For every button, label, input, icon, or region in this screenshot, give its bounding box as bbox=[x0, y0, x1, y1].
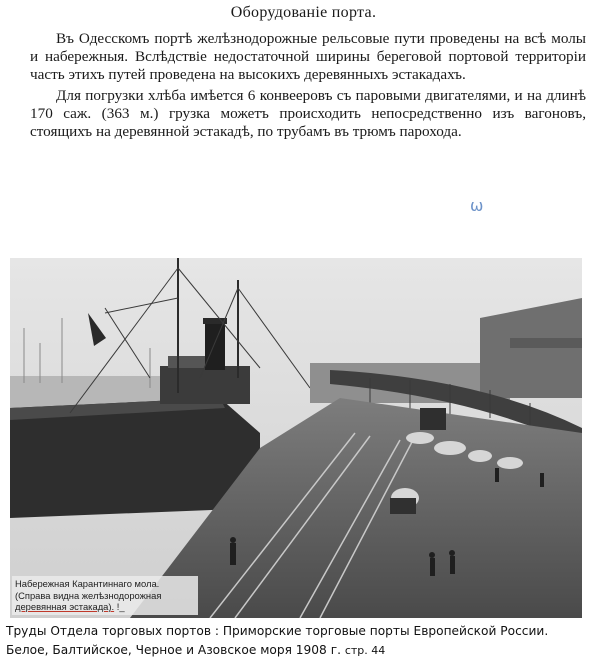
port-photograph bbox=[10, 258, 582, 618]
section-heading: Оборудованіе порта. bbox=[230, 4, 377, 21]
caption-mark: !_ bbox=[116, 601, 125, 612]
caption-line-3: деревянная эстакада). bbox=[15, 601, 115, 612]
pencil-mark: ω bbox=[470, 196, 484, 215]
citation-line-2: Белое, Балтийское, Черное и Азовское моря 1908 г. bbox=[6, 643, 341, 657]
caption-line-2: (Справа видна желѣзнодорожная bbox=[15, 589, 162, 601]
quay-photo-illustration bbox=[10, 258, 582, 618]
source-citation bbox=[6, 622, 606, 660]
paragraph-rail-tracks: Въ Одесскомъ портѣ желѣзнодорожные рельсовые пути проведены на всѣ молы и набережныя. Вслѣдствіе недостаточной ширины береговой портовой территоріи часть этихъ путей проведена на высокихъ деревянныхъ эстакадахъ. bbox=[30, 30, 586, 84]
citation-page: стр. 44 bbox=[344, 644, 386, 657]
paragraph-grain-loading: Для погрузки хлѣба имѣется 6 конвееровъ съ паровыми двигателями, и на длинѣ 170 саж. (363 м.) грузка можетъ происходить непосредственно изъ вагоновъ, стоящихъ на деревянной эстакадѣ, по трубамъ въ трюмъ парохода. bbox=[30, 86, 586, 141]
photo-caption bbox=[12, 576, 198, 615]
body-text bbox=[30, 30, 586, 141]
citation-line-1: Труды Отдела торговых портов : Приморские торговые порты Европейской России. bbox=[6, 624, 549, 638]
caption-line-1: Набережная Карантиннаго мола. bbox=[15, 578, 160, 589]
